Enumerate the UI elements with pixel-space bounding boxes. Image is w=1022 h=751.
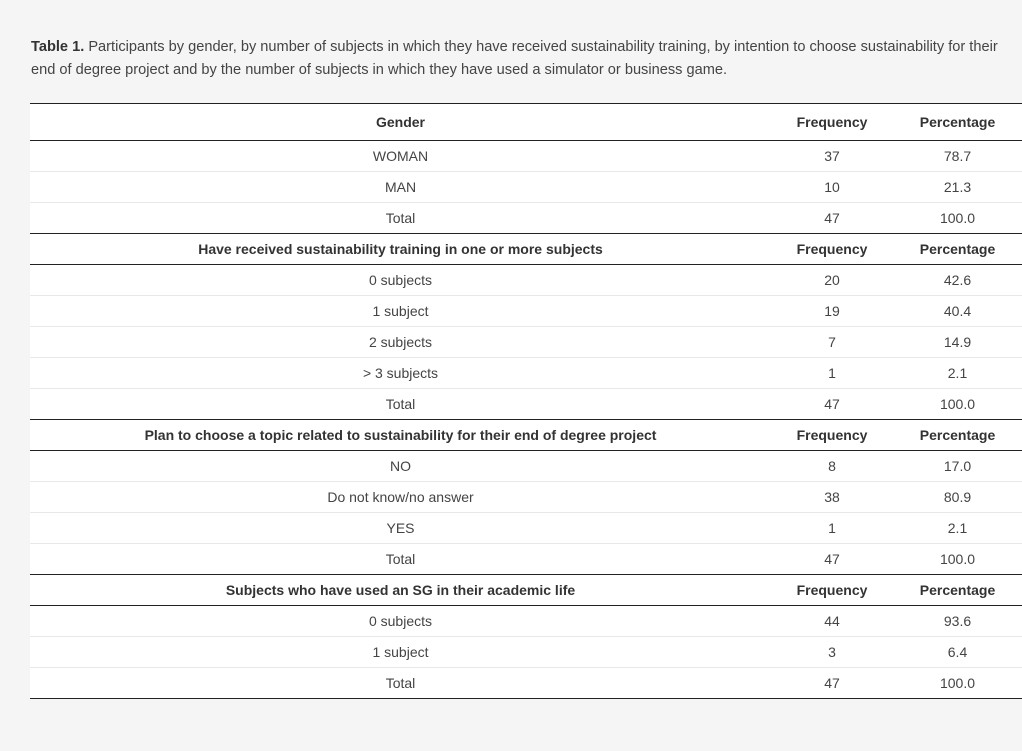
table-cell: 7	[771, 327, 893, 358]
table-cell: Total	[385, 675, 416, 691]
table-cell: 100.0	[893, 203, 1022, 234]
header-cell: Frequency	[771, 104, 893, 141]
section-header-degree-project	[30, 420, 1022, 451]
table-cell: NO	[30, 451, 771, 482]
table-cell: 10	[771, 172, 893, 203]
table-cell: 2 subjects	[30, 327, 771, 358]
table-cell: 1 subject	[30, 637, 771, 668]
table-cell: 21.3	[893, 172, 1022, 203]
table-cell: 80.9	[893, 482, 1022, 513]
table-cell: 47	[771, 544, 893, 575]
caption-text: Participants by gender, by number of subjects in which they have received sustainability training, by intention to choose sustainability for their end of degree project and by the number of subjects in which they have used a simulator or business game.	[31, 39, 998, 78]
header-cell: Percentage	[893, 420, 1022, 451]
table-row-total	[30, 389, 1022, 420]
table-cell: 3	[771, 637, 893, 668]
table-cell: 17.0	[893, 451, 1022, 482]
table-row	[30, 637, 1022, 668]
table-cell: 0 subjects	[30, 606, 771, 637]
table-cell: 93.6	[893, 606, 1022, 637]
data-table	[30, 103, 1022, 699]
table-cell: Total	[30, 544, 771, 575]
section-header-training	[30, 234, 1022, 265]
table-cell: > 3 subjects	[30, 358, 771, 389]
header-cell: Frequency	[771, 420, 893, 451]
header-cell: Subjects who have used an SG in their academic life	[30, 575, 771, 606]
table-cell: 40.4	[893, 296, 1022, 327]
table-cell: 1	[771, 358, 893, 389]
table-cell: 38	[771, 482, 893, 513]
table-cell: 19	[771, 296, 893, 327]
header-cell: Frequency	[771, 234, 893, 265]
table-row	[30, 327, 1022, 358]
table-cell: 6.4	[893, 637, 1022, 668]
table-row	[30, 141, 1022, 172]
section-header-gender	[30, 104, 1022, 141]
header-cell: Have received sustainability training in one or more subjects	[30, 234, 771, 265]
table-cell: WOMAN	[30, 141, 771, 172]
table-cell: 44	[771, 606, 893, 637]
table-cell: 1 subject	[30, 296, 771, 327]
table-row-total	[30, 203, 1022, 234]
table-cell: 14.9	[893, 327, 1022, 358]
header-cell: Percentage	[893, 104, 1022, 141]
table-cell: 78.7	[893, 141, 1022, 172]
table-cell: 47	[824, 675, 840, 691]
table-row	[30, 296, 1022, 327]
caption-label: Table 1.	[31, 39, 85, 55]
table-row	[30, 513, 1022, 544]
header-cell: Gender	[30, 104, 771, 141]
table-cell: 100.0	[893, 544, 1022, 575]
header-cell: Percentage	[893, 575, 1022, 606]
table-cell: Total	[30, 389, 771, 420]
header-cell: Frequency	[771, 575, 893, 606]
table-row	[30, 358, 1022, 389]
table-cell: 2.1	[893, 513, 1022, 544]
table-caption	[31, 36, 1021, 82]
table-cell: 100.0	[893, 389, 1022, 420]
table-cell: 0 subjects	[30, 265, 771, 296]
table-cell: 20	[771, 265, 893, 296]
table-row	[30, 265, 1022, 296]
table-row	[30, 172, 1022, 203]
table-row-total	[30, 544, 1022, 575]
table-cell: 2.1	[893, 358, 1022, 389]
table-cell: 42.6	[893, 265, 1022, 296]
table-cell: Do not know/no answer	[30, 482, 771, 513]
table-cell: 47	[771, 389, 893, 420]
table-cell: Total	[30, 203, 771, 234]
table-cell: 100.0	[939, 675, 976, 691]
table-cell: 37	[771, 141, 893, 172]
table-cell: 1	[771, 513, 893, 544]
table-row	[30, 606, 1022, 637]
table-cell: YES	[30, 513, 771, 544]
section-header-sg	[30, 575, 1022, 606]
table-cell: MAN	[30, 172, 771, 203]
table-row	[30, 451, 1022, 482]
header-cell: Percentage	[893, 234, 1022, 265]
table-cell: 47	[771, 203, 893, 234]
table-row-total	[30, 668, 1022, 699]
table-row	[30, 482, 1022, 513]
table-cell: 8	[771, 451, 893, 482]
header-cell: Plan to choose a topic related to sustainability for their end of degree project	[30, 420, 771, 451]
